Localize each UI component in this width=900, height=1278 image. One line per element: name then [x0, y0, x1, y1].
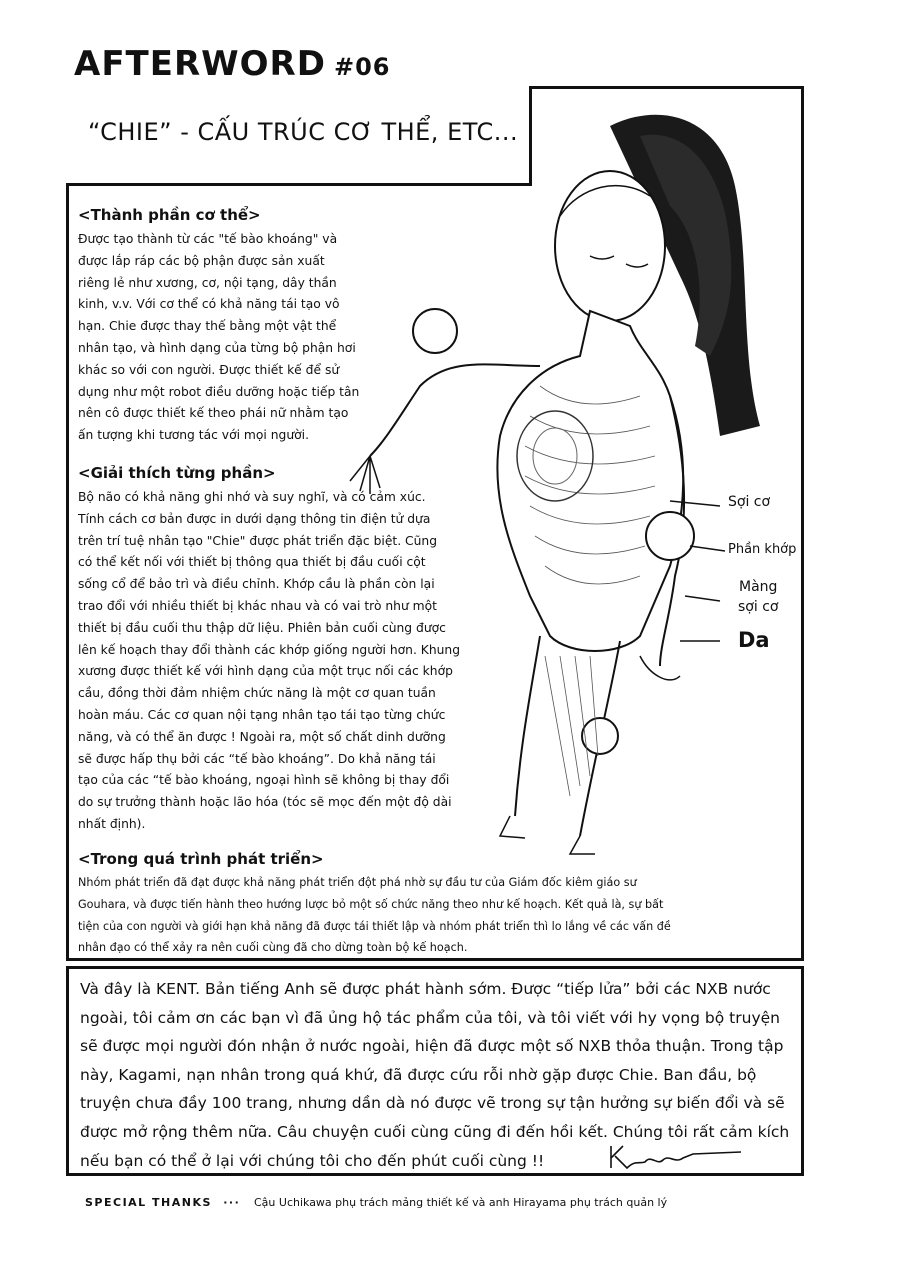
- text-line: thiết bị đầu cuối thu thập dữ liệu. Phiên bản cuối cùng được: [78, 620, 446, 635]
- text-line: nhân đạo có thể xảy ra nên cuối cùng đã cho dừng toàn bộ kế hoạch.: [78, 941, 468, 955]
- text-line: Bộ não có khả năng ghi nhớ và suy nghĩ, và có cảm xúc.: [78, 490, 426, 504]
- section-heading-development: <Trong quá trình phát triển>: [78, 850, 324, 868]
- label-membrane-line1: Màng: [739, 579, 778, 595]
- text-line: sống cổ để bảo trì và điều chỉnh. Khớp cầu là phần còn lại: [78, 577, 435, 592]
- text-line: Nhóm phát triển đã đạt được khả năng phát triển đột phá nhờ sự đầu tư của Giám đốc kiêm giáo sư: [78, 876, 637, 889]
- label-membrane: [738, 577, 778, 617]
- text-line: được lắp ráp các bộ phận được sản xuất: [78, 253, 325, 268]
- section-heading-parts-explanation: <Giải thích từng phần>: [78, 464, 276, 482]
- text-line: nên cô được thiết kế theo phái nữ nhằm tạo: [78, 406, 349, 421]
- text-line: hoàn máu. Các cơ quan nội tạng nhân tạo tái tạo từng chức: [78, 707, 446, 722]
- section-heading-body-composition: <Thành phần cơ thể>: [78, 206, 261, 224]
- text-line: có thể kết nối với thiết bị thông qua thiết bị đầu cuối cột: [78, 555, 426, 570]
- special-thanks-dots: ···: [223, 1196, 241, 1209]
- section-text-body-composition: [78, 229, 359, 447]
- text-line: sẽ được hấp thụ bởi các “tế bào khoáng”. Do khả năng tái: [78, 751, 436, 766]
- afterword-heading: [74, 44, 390, 84]
- text-line: Được tạo thành từ các "tế bào khoáng" và: [78, 232, 338, 246]
- message-line: được mở rộng thêm nữa. Câu chuyện cuối cùng cũng đi đến hồi kết. Chúng tôi rất cảm kích: [80, 1122, 790, 1141]
- text-line: khác so với con người. Được thiết kế để sử: [78, 362, 340, 377]
- text-line: do sự trưởng thành hoặc lão hóa (tóc sẽ mọc đến một độ dài: [78, 795, 452, 810]
- section-text-parts-explanation: [78, 487, 460, 836]
- text-line: lên kế hoạch thay đổi thành các khớp giống người hơn. Khung: [78, 642, 461, 657]
- special-thanks-text: Cậu Uchikawa phụ trách mảng thiết kế và anh Hirayama phụ trách quản lý: [254, 1196, 668, 1209]
- text-line: nhân tạo, và hình dạng của từng bộ phận hơi: [78, 340, 356, 355]
- text-line: năng, và có thể ăn được ! Ngoài ra, một số chất dinh dưỡng: [78, 729, 446, 744]
- text-line: tiện của con người và giới hạn khả năng đã được tái thiết lập và nhóm phát triển thì lo lắng về các vấn đề: [78, 919, 671, 933]
- text-line: trao đổi với nhiều thiết bị khác nhau và có vai trò như một: [78, 598, 438, 613]
- section-text-development: [78, 872, 671, 959]
- text-line: kinh, v.v. Với cơ thể có khả năng tái tạo vô: [78, 297, 340, 312]
- label-membrane-line2: sợi cơ: [738, 599, 779, 615]
- message-line: sẽ được mọi người đón nhận ở nước ngoài, hiện đã được một số NXB thỏa thuận. Trong tập: [80, 1037, 784, 1056]
- special-thanks-title: SPECIAL THANKS: [85, 1196, 212, 1209]
- author-signature: [605, 1140, 745, 1174]
- text-line: dụng như một robot điều dưỡng hoặc tiếp tân: [78, 384, 360, 399]
- text-line: trên trí tuệ nhân tạo "Chie" được phát triển đặc biệt. Cũng: [78, 533, 437, 548]
- afterword-heading-text: AFTERWORD: [74, 44, 326, 84]
- text-line: cầu, đồng thời đảm nhiệm chức năng là một cơ quan tuần: [78, 686, 436, 701]
- message-line: ngoài, tôi cảm ơn các bạn vì đã ủng hộ tác phẩm của tôi, và tôi viết với hy vọng bộ truyện: [80, 1008, 780, 1027]
- message-line: Và đây là KENT. Bản tiếng Anh sẽ được phát hành sớm. Được “tiếp lửa” bởi các NXB nước: [80, 980, 771, 998]
- text-line: xương được thiết kế với hình dạng của một trục nối các khớp: [78, 664, 453, 679]
- text-line: riêng lẻ như xương, cơ, nội tạng, dây thần: [78, 275, 337, 290]
- message-line: này, Kagami, nạn nhân trong quá khứ, đã được cứu rỗi nhờ gặp được Chie. Ban đầu, bộ: [80, 1065, 757, 1084]
- label-joint: Phần khớp: [728, 542, 797, 557]
- text-line: Gouhara, và được tiến hành theo hướng lược bỏ một số chức năng theo như kế hoạch. Kết quả là, sự bất: [78, 897, 664, 911]
- text-line: Tính cách cơ bản được in dưới dạng thông tin điện tử dựa: [78, 511, 431, 526]
- text-line: nhất định).: [78, 816, 146, 831]
- afterword-number: #06: [333, 53, 391, 81]
- page-title: “CHIE” - CẤU TRÚC CƠ THỂ, ETC...: [88, 118, 519, 146]
- text-line: ấn tượng khi tương tác với mọi người.: [78, 428, 309, 443]
- message-line: nếu bạn có thể ở lại với chúng tôi cho đến phút cuối cùng !!: [80, 1151, 545, 1170]
- message-line: truyện chưa đầy 100 trang, nhưng dần dà nó được vẽ trong sự tận hưởng sự biến đổi và sẽ: [80, 1094, 785, 1113]
- special-thanks-label: [85, 1196, 240, 1209]
- label-skin: Da: [738, 628, 770, 652]
- text-line: hạn. Chie được thay thế bằng một vật thể: [78, 319, 337, 334]
- label-muscle-fiber: Sợi cơ: [728, 494, 771, 510]
- text-line: tạo của các “tế bào khoáng, ngoại hình sẽ không bị thay đổi: [78, 773, 450, 788]
